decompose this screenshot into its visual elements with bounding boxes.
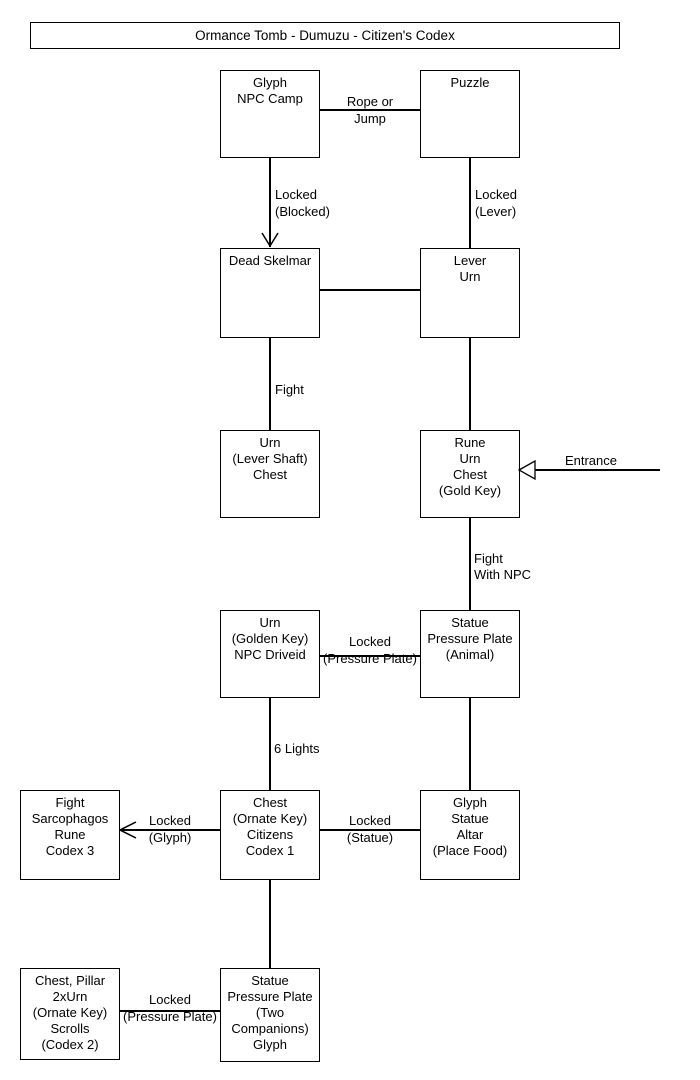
connector-puzzle-leverurn (469, 158, 471, 248)
node-text-line: Statue (451, 615, 489, 630)
label-locked-blocked (275, 186, 330, 220)
label-locked-statue (320, 812, 420, 846)
node-fight-sarcophagos-rune-codex3 (20, 790, 120, 880)
label-entrance (546, 452, 636, 469)
node-lever-urn (420, 248, 520, 338)
node-text-line: NPC Driveid (234, 647, 306, 662)
label-line: Fight (275, 382, 304, 397)
diagram-title: Ormance Tomb - Dumuzu - Citizen's Codex (195, 28, 455, 43)
node-glyph-npc-camp (220, 70, 320, 158)
node-text-line: (Ornate Key) (232, 811, 308, 826)
node-text-line: (Ornate Key) (32, 1005, 108, 1020)
connector-chest-statue2 (269, 880, 271, 968)
node-text-line: Urn (259, 615, 281, 630)
label-fight-with-npc (474, 551, 531, 583)
node-text-line: Urn (459, 269, 481, 284)
entrance-arrow-icon (518, 460, 537, 480)
node-text-line: Lever (453, 253, 487, 268)
label-line: Jump (354, 111, 386, 126)
node-text-line: Altar (456, 827, 484, 842)
node-text-line: Glyph (253, 1037, 287, 1052)
node-text-line: (Lever Shaft) (232, 451, 308, 466)
node-text-line: Glyph (253, 75, 287, 90)
node-text-line: Pressure Plate (427, 631, 513, 646)
label-line: 6 Lights (274, 741, 320, 756)
label-line: Locked (349, 634, 391, 649)
node-text-line: Chest, Pillar (34, 973, 106, 988)
label-line: Locked (349, 813, 391, 828)
node-text-line: Fight (55, 795, 85, 810)
label-fight (275, 381, 304, 398)
node-text-line: (Place Food) (432, 843, 508, 858)
label-line: Locked (149, 992, 191, 1007)
node-text-line: Codex 3 (45, 843, 95, 858)
connector-skelmar-leverurn (320, 289, 420, 291)
node-dead-skelmar (220, 248, 320, 338)
label-line: (Glyph) (148, 830, 192, 845)
label-rope-or-jump (325, 93, 415, 127)
node-text-line: 2xUrn (52, 989, 88, 1004)
node-text-line: Dead Skelmar (228, 253, 312, 268)
node-text-line: Chest (253, 795, 287, 810)
node-urn-golden-key-npc-driveid (220, 610, 320, 698)
node-text-line: Glyph (453, 795, 487, 810)
label-line: Locked (475, 187, 517, 202)
node-text-line: Urn (459, 451, 481, 466)
node-text-line: Urn (259, 435, 281, 450)
node-glyph-statue-altar-place-food (420, 790, 520, 880)
node-chest-pillar-2xurn-scrolls-codex2 (20, 968, 120, 1060)
label-line: Entrance (564, 453, 618, 468)
connector-skelmar-urnchest (269, 338, 271, 430)
diagram-title-box (30, 22, 620, 49)
connector-rune-statue (469, 518, 471, 610)
node-text-line: Pressure Plate (227, 989, 313, 1004)
label-line: (Pressure Plate) (123, 1009, 217, 1024)
connector-leverurn-rune (469, 338, 471, 430)
arrowhead-left-icon (119, 821, 137, 839)
node-text-line: Codex 1 (245, 843, 295, 858)
label-locked-lever (475, 186, 517, 220)
node-text-line: Scrolls (50, 1021, 90, 1036)
node-text-line: Rune (54, 827, 86, 842)
node-rune-urn-chest-gold-key (420, 430, 520, 518)
node-text-line: Chest (453, 467, 487, 482)
node-urn-lever-shaft-chest (220, 430, 320, 518)
label-locked-pressure-plate-lower (116, 991, 224, 1025)
node-text-line: (Two (255, 1005, 285, 1020)
node-statue-pressure-plate-animal (420, 610, 520, 698)
node-text-line: Puzzle (450, 75, 490, 90)
node-text-line: Rune (454, 435, 486, 450)
node-text-line: Citizens (246, 827, 294, 842)
node-chest-ornate-key-citizens-codex1 (220, 790, 320, 880)
label-line: (Lever) (475, 204, 517, 219)
node-text-line: Companions) (231, 1021, 309, 1036)
label-line: With NPC (474, 567, 532, 582)
node-text-line: Sarcophagos (31, 811, 109, 826)
label-locked-glyph (125, 812, 215, 846)
label-line: Fight (474, 551, 503, 566)
connector-entrance (535, 469, 660, 471)
label-line: Locked (149, 813, 191, 828)
label-line: Rope or (346, 94, 394, 109)
label-line: Locked (275, 187, 317, 202)
node-text-line: NPC Camp (237, 91, 303, 106)
node-text-line: (Gold Key) (438, 483, 502, 498)
node-text-line: (Golden Key) (231, 631, 309, 646)
connector-statue-altar (469, 698, 471, 790)
node-text-line: Chest (253, 467, 287, 482)
node-text-line: Statue (251, 973, 289, 988)
node-puzzle (420, 70, 520, 158)
node-text-line: Statue (451, 811, 489, 826)
label-line: (Blocked) (275, 204, 330, 219)
label-line: (Pressure Plate) (323, 651, 417, 666)
label-line: (Statue) (346, 830, 394, 845)
node-statue-pressure-plate-two-companions-glyph (220, 968, 320, 1062)
label-locked-pressure-plate-upper (316, 633, 424, 667)
node-text-line: (Codex 2) (41, 1037, 99, 1052)
arrowhead-down-icon (261, 232, 279, 248)
connector-urngolden-chest (269, 698, 271, 790)
label-six-lights (274, 740, 320, 757)
node-text-line: (Animal) (445, 647, 495, 662)
